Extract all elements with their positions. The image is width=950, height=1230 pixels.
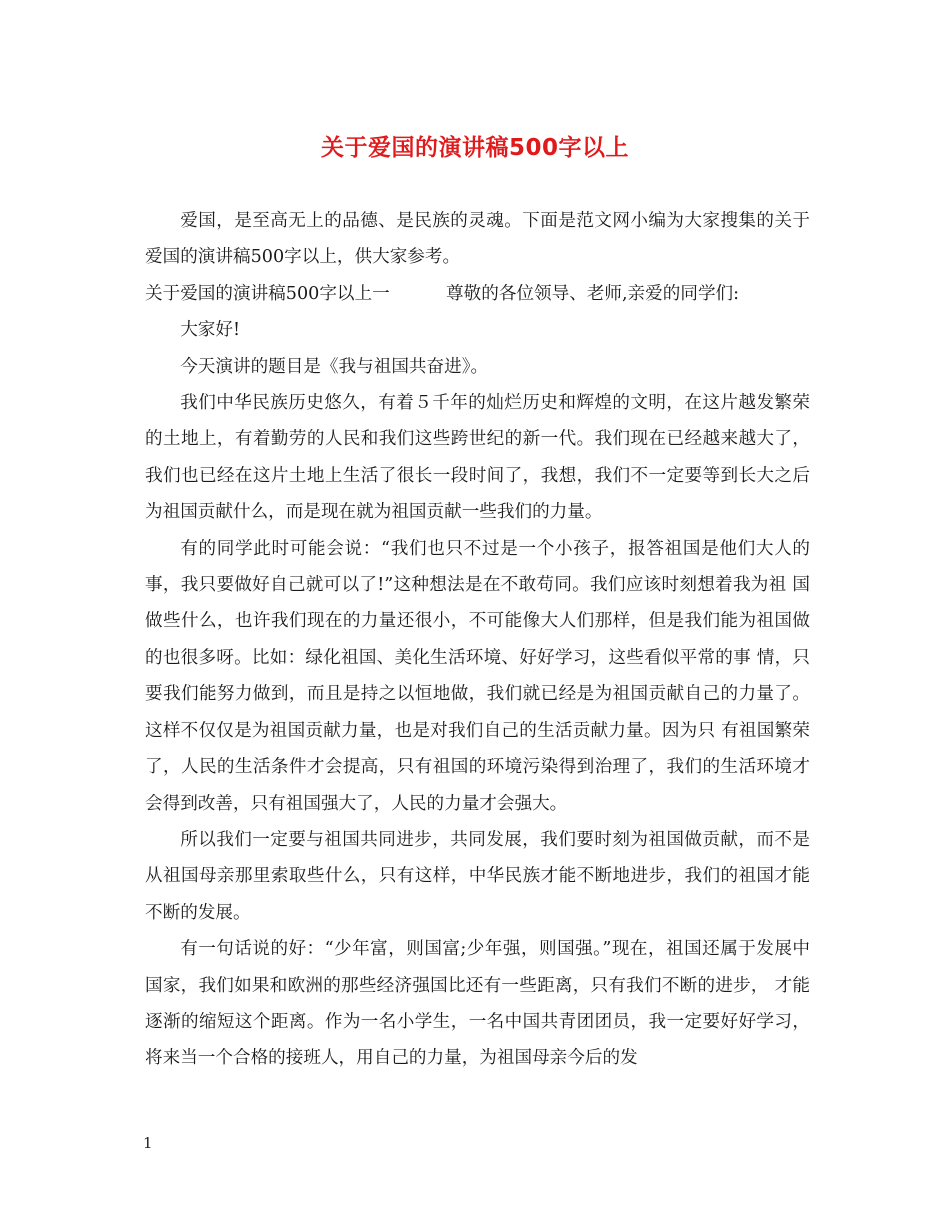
greeting: 大家好! bbox=[180, 320, 241, 341]
heading-line bbox=[145, 276, 810, 312]
topic-line: 今天演讲的题目是《我与祖国共奋进》。 bbox=[180, 356, 489, 377]
body-paragraph: 所以我们一定要与祖国共同进步，共同发展，我们要时刻为祖国做贡献，而不是从祖国母亲那里索取些什么，只有这样，中华民族才能不断地进步，我们的祖国才能不断的发展。 bbox=[145, 829, 810, 923]
salutation: 尊敬的各位领导、老师,亲爱的同学们: bbox=[446, 283, 740, 304]
page-number: 1 bbox=[143, 1134, 153, 1152]
heading-line-left: 关于爱国的演讲稿500字以上一 bbox=[145, 283, 390, 304]
body-paragraph: 我们中华民族历史悠久，有着５千年的灿烂历史和辉煌的文明，在这片越发繁荣的土地上，有着勤劳的人民和我们这些跨世纪的新一代。我们现在已经越来越大了， 我们也已经在这片土地上生活了很长一段时间了，我想，我们不一定要等到长大之后为祖国贡献什么，而是现在就为祖国贡献一些我们的力量。 bbox=[145, 393, 810, 523]
document-body bbox=[145, 203, 810, 1077]
intro-paragraph: 爱国，是至高无上的品德、是民族的灵魂。下面是范文网小编为大家搜集的关于爱国的演讲稿500字以上，供大家参考。 bbox=[145, 211, 810, 268]
document-title: 关于爱国的演讲稿500字以上 bbox=[320, 135, 629, 161]
body-paragraph: 有一句话说的好：“少年富，则国富;少年强，则国强。”现在，祖国还属于发展中国家，我们如果和欧洲的那些经济强国比还有一些距离，只有我们不断的进步， 才能逐渐的缩短这个距离。作为一名小学生，一名中国共青团团员，我一定要好好学习，将来当一个合格的接班人，用自己的力量，为祖国母亲今后的发 bbox=[145, 939, 810, 1069]
body-paragraph: 有的同学此时可能会说：“我们也只不过是一个小孩子，报答祖国是他们大人的事，我只要做好自己就可以了!”这种想法是在不敢苟同。我们应该时刻想着我为祖 国做些什么，也许我们现在的力量还很小，不可能像大人们那样，但是我们能为祖国做的也很多呀。比如：绿化祖国、美化生活环境、好好学习，这些看似平常的事 情，只要我们能努力做到，而且是持之以恒地做，我们就已经是为祖国贡献自己的力量了。这样不仅仅是为祖国贡献力量，也是对我们自己的生活贡献力量。因为只 有祖国繁荣了，人民的生活条件才会提高，只有祖国的环境污染得到治理了，我们的生活环境才会得到改善，只有祖国强大了，人民的力量才会强大。 bbox=[145, 538, 810, 814]
